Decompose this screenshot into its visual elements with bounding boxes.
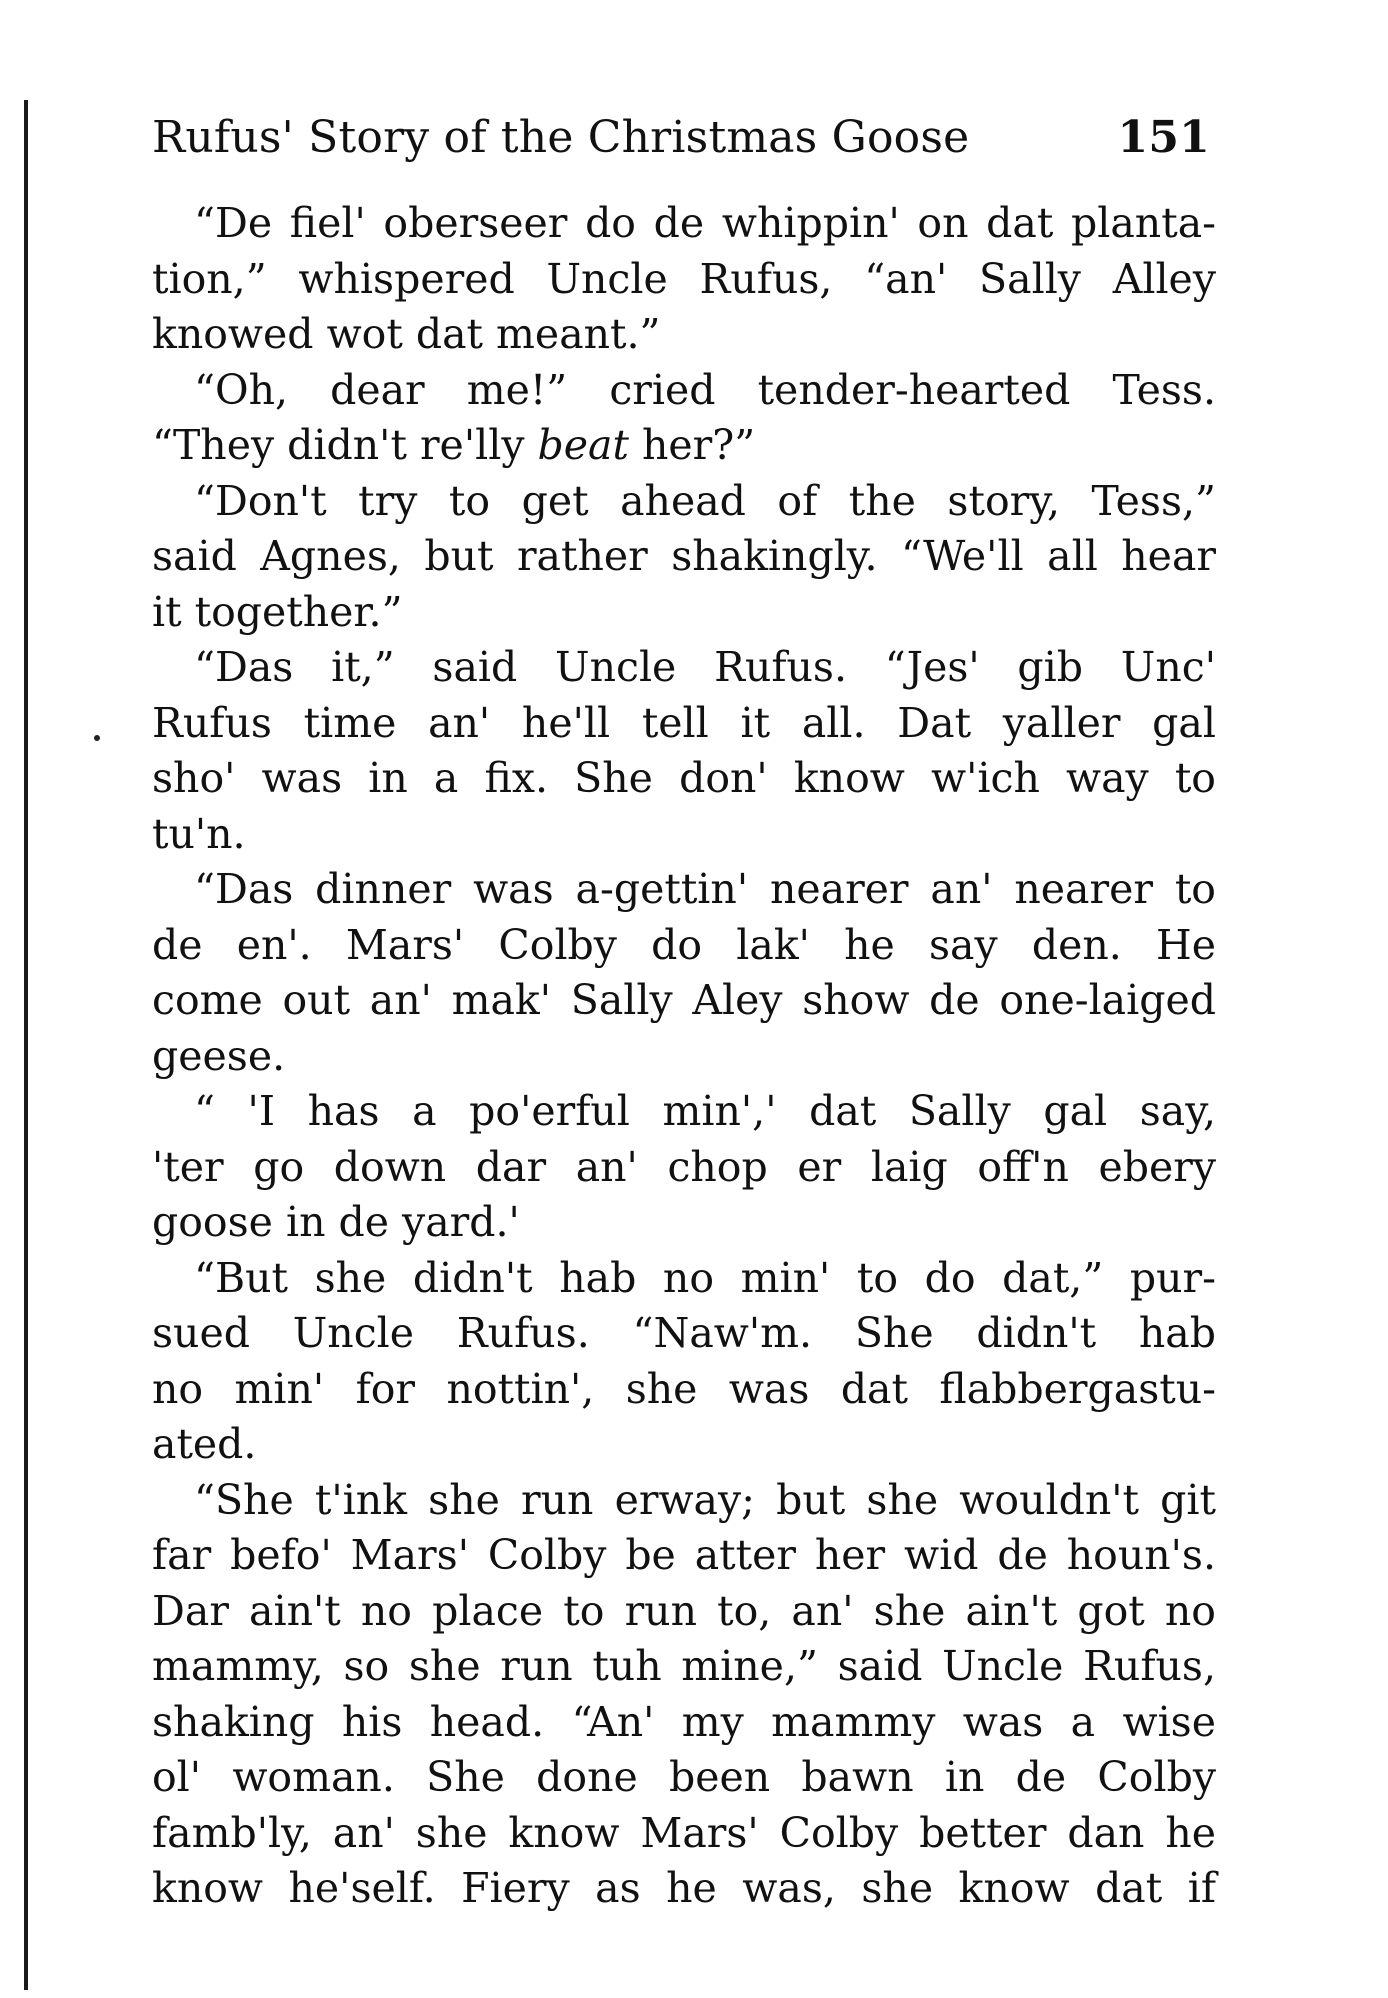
text-segment: Rufus time an' he'll tell it all. Dat yaller gal	[152, 698, 1216, 747]
text-line	[152, 196, 1216, 252]
text-segment: “Oh, dear me!” cried tender-hearted Tess.	[194, 365, 1216, 414]
text-line	[152, 1029, 1216, 1085]
text-line	[152, 918, 1216, 974]
text-segment: ol' woman. She done been bawn in de Colby	[152, 1753, 1216, 1801]
text-line	[152, 862, 1216, 918]
text-segment: “De fiel' oberseer do de whippin' on dat planta-	[194, 199, 1216, 247]
text-segment: “ 'I has a po'erful min',' dat Sally gal say,	[194, 1087, 1216, 1135]
text-segment: sued Uncle Rufus. “Naw'm. She didn't hab	[152, 1309, 1216, 1357]
text-line	[152, 640, 1216, 696]
text-segment: shaking his head. “An' my mammy was a wise	[152, 1697, 1216, 1746]
text-segment: Dar ain't no place to run to, an' she ain't got no	[152, 1586, 1216, 1635]
text-segment: “But she didn't hab no min' to do dat,” pur-	[194, 1253, 1216, 1302]
text-segment: it together.”	[152, 587, 403, 636]
page-edge-shadow	[24, 100, 28, 1990]
text-segment: de en'. Mars' Colby do lak' he say den. He	[152, 920, 1216, 969]
text-line	[152, 807, 1216, 863]
text-segment: sho' was in a fix. She don' know w'ich way to	[152, 754, 1216, 802]
ink-speck	[94, 735, 100, 741]
text-line	[152, 1695, 1216, 1751]
text-line	[152, 973, 1216, 1029]
text-line	[152, 1861, 1216, 1917]
text-segment: “Don't try to get ahead of the story, Tess,”	[194, 476, 1216, 525]
page-number: 151	[1117, 112, 1210, 163]
text-line	[152, 1806, 1216, 1862]
text-segment: geese.	[152, 1031, 286, 1080]
text-segment: “Das it,” said Uncle Rufus. “Jes' gib Unc'	[194, 643, 1216, 691]
running-title: Rufus' Story of the Christmas Goose	[152, 112, 970, 163]
text-line	[152, 474, 1216, 530]
italic-word: beat	[537, 421, 629, 469]
text-line	[152, 1140, 1216, 1196]
text-line	[152, 1639, 1216, 1695]
text-segment: famb'ly, an' she know Mars' Colby better dan he	[152, 1808, 1216, 1857]
text-line	[152, 696, 1216, 752]
text-segment: mammy, so she run tuh mine,” said Uncle Rufus,	[152, 1642, 1216, 1690]
text-segment: tion,” whispered Uncle Rufus, “an' Sally Alley	[152, 254, 1216, 303]
text-line	[152, 1084, 1216, 1140]
text-segment: 'ter go down dar an' chop er laig off'n ebery	[152, 1142, 1216, 1191]
text-segment: far befo' Mars' Colby be atter her wid de houn's.	[152, 1531, 1216, 1579]
text-segment: knowed wot dat meant.”	[152, 310, 661, 358]
text-segment: ated.	[152, 1420, 257, 1468]
text-line	[152, 1306, 1216, 1362]
text-line	[152, 585, 1216, 641]
text-segment: know he'self. Fiery as he was, she know dat if	[152, 1864, 1216, 1912]
text-line	[152, 252, 1216, 308]
text-segment: her?”	[628, 421, 756, 469]
text-segment: no min' for nottin', she was dat flabbergastu-	[152, 1364, 1216, 1413]
text-line	[152, 1473, 1216, 1529]
text-line	[152, 1750, 1216, 1806]
body-text	[152, 196, 1216, 1917]
text-segment: tu'n.	[152, 809, 246, 858]
text-line	[152, 1251, 1216, 1307]
text-line	[152, 529, 1216, 585]
text-segment: goose in de yard.'	[152, 1198, 520, 1246]
running-header	[152, 112, 1210, 163]
text-line	[152, 363, 1216, 419]
text-line	[152, 307, 1216, 363]
text-line	[152, 1362, 1216, 1418]
text-segment: “She t'ink she run erway; but she wouldn't git	[194, 1475, 1216, 1524]
text-segment: come out an' mak' Sally Aley show de one-laiged	[152, 976, 1216, 1024]
text-line	[152, 1195, 1216, 1251]
text-line	[152, 1584, 1216, 1640]
text-line	[152, 751, 1216, 807]
text-line	[152, 1528, 1216, 1584]
text-segment: said Agnes, but rather shakingly. “We'll all hear	[152, 532, 1216, 580]
text-line	[152, 418, 1216, 474]
text-segment: “Das dinner was a-gettin' nearer an' nearer to	[194, 865, 1216, 913]
text-segment: “They didn't re'lly	[152, 421, 538, 469]
text-line	[152, 1417, 1216, 1473]
